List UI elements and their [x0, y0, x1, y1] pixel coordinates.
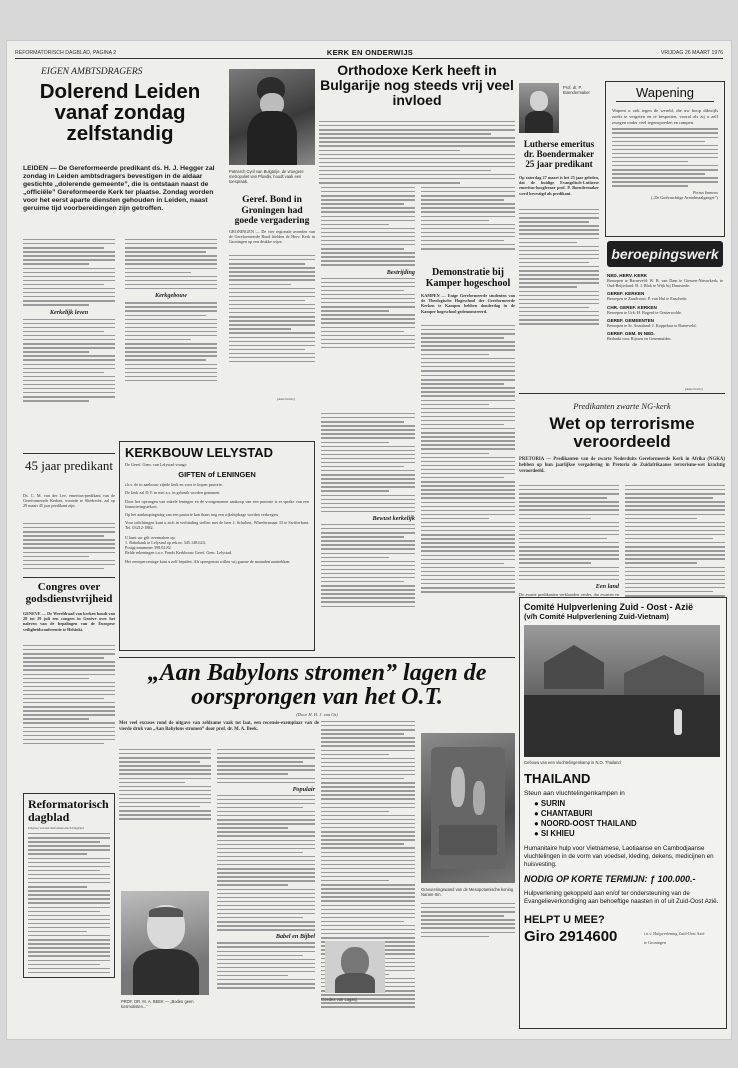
divider: [119, 657, 515, 658]
masthead-date: VRIJDAG 26 MAART 1976: [660, 50, 723, 56]
text-block: [319, 121, 515, 184]
comite-outro: Hulpverlening gekoppeld aan en/of ter ondersteuning van de Evangelieverkondiging aan behoeftige naasten in of uit Zuid-Oost Azië.: [524, 890, 719, 906]
beek-caption: PROF. DR. M. A. BEEK — „Boden geen kosmotisten...”: [121, 999, 194, 1009]
bulgarije-col-2: [421, 187, 515, 252]
text-block: [23, 645, 115, 744]
comite-ad: [519, 597, 727, 1029]
lelystad-gifts: GIFTEN of LENINGEN: [178, 470, 256, 480]
bullet-icon: ●: [534, 829, 541, 838]
camp-photo: [524, 625, 720, 757]
camp-name: NOORD-OOST THAILAND: [540, 819, 637, 828]
church-text: Beroepen te Barneveld: W. B. van Dam te Giessen-Nieuwkerk; te Oud-Beijerland: B. J. Blok te Wijk bij Duurstede.: [607, 278, 723, 289]
subhead-een-land: Een land: [595, 582, 619, 590]
lelystad-ad: [119, 441, 315, 651]
lelystad-body3: Door het opvangen van enkele leningen en de voorgenomen aankoop van een pastorie is er sprake van een financieringstekort.: [125, 498, 309, 509]
subhead-bestrijding: Bestrijding: [386, 268, 415, 276]
church-item: [607, 305, 723, 315]
main-col-2: [125, 239, 217, 384]
main-col-1: [23, 239, 115, 404]
camp-list: [534, 799, 726, 839]
wapening-text: Wapent u ook tegen de wereld, die uw hoop dikwijls zoekt te vergeten en te bespotten, vooral als zij u zelf zwegen onder veel tegenspoeden en rampen.: [612, 108, 718, 125]
comite-title: Comité Hulpverlening Zuid - Oost - Azië: [524, 602, 694, 612]
church-name: CHR. GEREF. KERKEN: [607, 304, 657, 310]
church-text: Beroepen te Urk: H. Bogerd te Oosterwolde.: [607, 309, 682, 315]
terrorisme-headline: Wet op terrorisme veroordeeld: [549, 414, 695, 451]
text-block: [217, 749, 315, 783]
ref-dagblad-box: [23, 793, 115, 978]
terrorisme-end: De zwarte predikanten verklaarden verder, dat zwarten en: [519, 591, 619, 597]
kamper-headline: Demonstratie bij Kamper hogeschool: [425, 267, 511, 289]
congres-body: [23, 645, 115, 747]
congres-headline: Congres over godsdienstvrijheid: [25, 581, 113, 605]
groningen-text: GRONINGEN — De vier regionale avonden van de Gereformeerde Bond hielden de Herv. Kerk in Groningen op een drukke wijze.: [229, 229, 315, 245]
beroepingswerk-title: beroepingswerk: [611, 246, 719, 262]
camp-item: [534, 809, 726, 819]
text-block: [421, 325, 515, 371]
text-block: [23, 319, 115, 402]
camp-item: [534, 799, 726, 809]
lelystad-line1: De Geref. Gem. van Lelystad vraagt:: [125, 462, 187, 467]
terrorisme-col-1: [519, 485, 619, 602]
wapening-box: [605, 81, 725, 237]
ref-dagblad-subtitle: Uitgave van het Reformatorisch Dagblad: [28, 826, 84, 830]
boendermaker-photo: [519, 83, 559, 133]
lelystad-title: KERKBOUW LELYSTAD: [125, 445, 274, 460]
text-block: [321, 524, 415, 607]
bullet-icon: ●: [534, 809, 541, 818]
predikant-headline: 45 jaar predikant: [24, 458, 114, 473]
masthead-section: KERK EN ONDERWIJS: [326, 48, 414, 57]
bulgarije-col-3: [321, 413, 415, 610]
text-block: [519, 209, 599, 325]
beroepingswerk-list: [607, 273, 723, 344]
camp-photo-caption: Gebouw van een vluchtelingenkamp in N.O. Thailand: [524, 760, 621, 765]
church-text: Beroepen te Zandvoort: P. van Hul te Enschede.: [607, 296, 688, 302]
comite-giro: Giro 2914600: [524, 927, 618, 945]
babylon-col-1: [119, 749, 211, 822]
text-block: [321, 413, 415, 512]
church-item: [607, 273, 723, 288]
patriarch-caption: Patriarch Cyril van Bulgarije, de vroegere metropoliet van Plovdiv, houdt vaak een toespraak.: [229, 169, 304, 184]
text-block: [217, 795, 315, 931]
beroepingswerk-banner: [607, 241, 723, 267]
tablet-photo: [421, 733, 515, 883]
church-name: GEREF. GEMEENTEN: [607, 317, 654, 323]
kamper-body: [421, 325, 515, 374]
text-block: [28, 833, 110, 973]
beek-photo: [121, 891, 209, 995]
text-block: [229, 255, 315, 362]
lelystad-giro1: 1. Rabobank te Lelystad op rek.nr. 345.148.624,: [125, 539, 206, 545]
text-block: [23, 523, 115, 569]
church-item: [607, 291, 723, 301]
lelystad-giro2: Postgironummer 398.02.82: [125, 545, 171, 551]
text-block: [125, 302, 217, 381]
church-item: [607, 318, 723, 328]
bullet-icon: ●: [534, 819, 541, 828]
terrorisme-lead: PRETORIA — Predikanten van de zwarte Nederduits Gereformeerde Kerk in Afrika (NGKA) hebben op hun jaarlijkse vergadering in Pretoria de Zuidafrikaanse terrorisme-wet krachtig veroordeeld.: [519, 457, 725, 474]
wapening-title: Wapening: [635, 85, 695, 100]
subhead-kerkelijk-leven: Kerkelijk leven: [49, 308, 89, 316]
text-block: [519, 485, 619, 580]
bulgarije-lead: [319, 121, 515, 186]
divider: [23, 453, 115, 454]
lelystad-body5: Voor inlichtingen kunt u zich in verbinding stellen met de heer J. Scholten, Wheelersmaat 33 te Swifterbant. Tel. 03212-1882.: [125, 520, 309, 531]
babylon-col-4: [421, 903, 515, 940]
church-text: Bedankt voor Rijssen en Genemuiden.: [607, 336, 672, 342]
babylon-col-2: [217, 749, 315, 991]
masthead-left: REFORMATORISCH DAGBLAD, PAGINA 2: [15, 50, 117, 56]
camp-item: [534, 829, 726, 839]
newspaper-page: [6, 40, 732, 1040]
divider: [23, 577, 115, 578]
lelystad-body1: t.b.v. de in aanbouw zijnde kerk en voor te kopen pastorie.: [125, 482, 223, 488]
kamper-text: KAMPEN — Enige Gereformeerde studenten van de Theologische Hogeschool der Gereformeerde Kerken te Kampen hebben donderdag in de Kamper hogeschool gedemonstreerd.: [421, 293, 515, 314]
comite-giro-city: te Groningen: [644, 939, 666, 945]
article-kicker: EIGEN AMBTSDRAGERS: [41, 67, 143, 77]
terrorisme-kicker: Predikanten zwarte NG-kerk: [573, 401, 671, 411]
main-headline: Dolerend Leiden vanaf zondag zelfstandig: [39, 80, 201, 145]
text-block: [125, 239, 217, 289]
ref-dagblad-body: [28, 833, 110, 973]
text-block: [321, 187, 415, 266]
goedea-photo: [325, 941, 385, 993]
comite-urgent: NODIG OP KORTE TERMIJN: ƒ 100.000.-: [524, 874, 696, 885]
groningen-body: [229, 255, 315, 365]
babylon-headline: „Aan Babylons stromen” lagen de oorsprongen van het O.T.: [147, 660, 487, 710]
predikant-text: Ds. C. M. van der Lee, emeritus-predikant van de Gereformeerde Kerken, woonde te Sliedrecht, zal op 29 maart 45 jaar predikant zijn.: [23, 493, 115, 509]
ad-note-right: (Advertentie): [685, 387, 703, 391]
church-name: NED. HERV. KERK: [607, 273, 648, 278]
masthead-rule: [15, 58, 723, 59]
camp-name: SI KHIEU: [540, 829, 575, 838]
text-block: [119, 749, 211, 820]
comite-giro-name: t.n.v. Hulpverlening Zuid-Oost Azië: [644, 930, 705, 936]
wapening-signature: Petrus Immens: [692, 189, 718, 195]
church-name: GEREF. KERKEN: [607, 291, 645, 297]
subhead-kerkgebouw: Kerkgebouw: [155, 292, 187, 300]
emeritus-body: [519, 209, 599, 327]
text-block: [321, 278, 415, 349]
subhead-babel-bijbel: Babel en Bijbel: [275, 933, 315, 941]
lelystad-giro-label: U kunt uw gift overmaken op:: [125, 534, 176, 540]
wapening-source: („De Godvruchtige Avondmaalganger”): [651, 195, 718, 201]
text-block: [421, 187, 515, 250]
goedea-caption: Goedea van Lagasj.: [321, 997, 358, 1002]
ref-dagblad-title: Reformatorisch dagblad: [28, 797, 109, 824]
subhead-bewust: Bewust kerkelijk: [372, 514, 415, 522]
main-lead: LEIDEN — De Gereformeerde predikant ds. H. J. Hegger zal zondag in Leiden ambtsdragers bevestigen in de aldaar gestichte „dolerende gemeente”, die is ontstaan naast de „officiële” Gereformeerde Kerk ter plaatse. Zondag worden voor het eerst aparte diensten gehouden in Leiden, naast geruime tijd voorbereidingen zijn getroffen.: [23, 165, 215, 213]
text-block: [23, 239, 115, 306]
text-block: [421, 371, 515, 593]
subhead-populair: Populair: [292, 785, 315, 793]
church-name: GEREF. GEM. IN NED.: [607, 331, 655, 337]
tablet-caption: Gravureringswand van de Mesopotamische koning Naram-Sin.: [421, 887, 514, 897]
lelystad-body4: Op het aanknopingsdag van een pastorie kan thans nog een rijksbijdrage worden verkregen.: [125, 512, 279, 518]
patriarch-photo: [229, 69, 315, 165]
divider: [616, 101, 714, 102]
bulgarije-col-1: [321, 187, 415, 351]
babylon-byline: (Door H. H. J. van Os): [296, 712, 338, 717]
camp-name: SURIN: [540, 799, 566, 808]
divider: [519, 393, 725, 394]
comite-subtitle: (v/h Comité Hulpverlening Zuid-Vietnam): [524, 612, 669, 621]
church-item: [607, 331, 723, 341]
ad-note-left: (Advertentie): [277, 397, 295, 401]
comite-country: THAILAND: [524, 771, 591, 786]
camp-name: CHANTABURI: [540, 809, 593, 818]
emeritus-headline: Lutherse emeritus dr. Boendermaker 25 jaar predikant: [523, 139, 595, 169]
text-block: [421, 903, 515, 937]
emeritus-text: Op zaterdag 27 maart is het 25 jaar geleden, dat de huidige Evangelisch-Lutherse emeritus-hoogleraar prof. P. Boendermaker werd bevestigd als predikant.: [519, 175, 599, 196]
comite-help-line: Steun aan vluchtelingenkampen in: [524, 790, 625, 797]
comite-help-title: HELPT U MEE?: [524, 913, 605, 926]
boendermaker-caption: Prof. dr. P. Boendermaker: [563, 85, 590, 95]
bulgarije-col-4: [421, 371, 515, 595]
predikant-body: [23, 523, 115, 572]
comite-humanitarian: Humanitaire hulp voor Vietnamese, Laotiaanse en Cambodjaanse vluchtelingen in de vorm van voedsel, kleding, dekens, medicijnen en huisvesting.: [524, 845, 714, 868]
wapening-body: [612, 128, 718, 186]
giro-row: [524, 928, 722, 952]
babylon-lead: Met veel excuses rond de uitgave van zeldzame vaak tot laat, een recensie-exemplaar van de vierde druk van „Aan Babylons stromen” door prof. dr. M. A. Beek.: [119, 721, 319, 732]
lelystad-giro3: Belde rekeningen t.n.v. Fonds Kerkbouw Geref. Gem. Lelystad.: [125, 550, 233, 556]
church-text: Beroepen te St. Annaland: J. Koppelaar te Barneveld.: [607, 322, 697, 328]
bulgarije-headline: Orthodoxe Kerk heeft in Bulgarije nog steeds vrij veel invloed: [320, 62, 514, 108]
lelystad-footer: Het rentepercentage kunt u zelf bepalen. Als opeegemin willen wij gaarne de maanden aantrekken.: [125, 559, 291, 565]
bullet-icon: ●: [534, 799, 541, 808]
text-block: [217, 942, 315, 988]
congres-text: GENEVE — De Wereldraad van kerken houdt van 28 tot 29 juli een congres in Genève over het naleven van de bepalingen van de Europese veiligheidsconferentie te Helsinki.: [23, 611, 115, 632]
groningen-headline: Geref. Bond in Groningen had goede vergadering: [234, 195, 310, 226]
lelystad-body2: De kerk zal D.V. in mei a.s. in gebruik worden genomen.: [125, 490, 221, 496]
text-block: [612, 128, 718, 186]
camp-item: [534, 819, 726, 829]
